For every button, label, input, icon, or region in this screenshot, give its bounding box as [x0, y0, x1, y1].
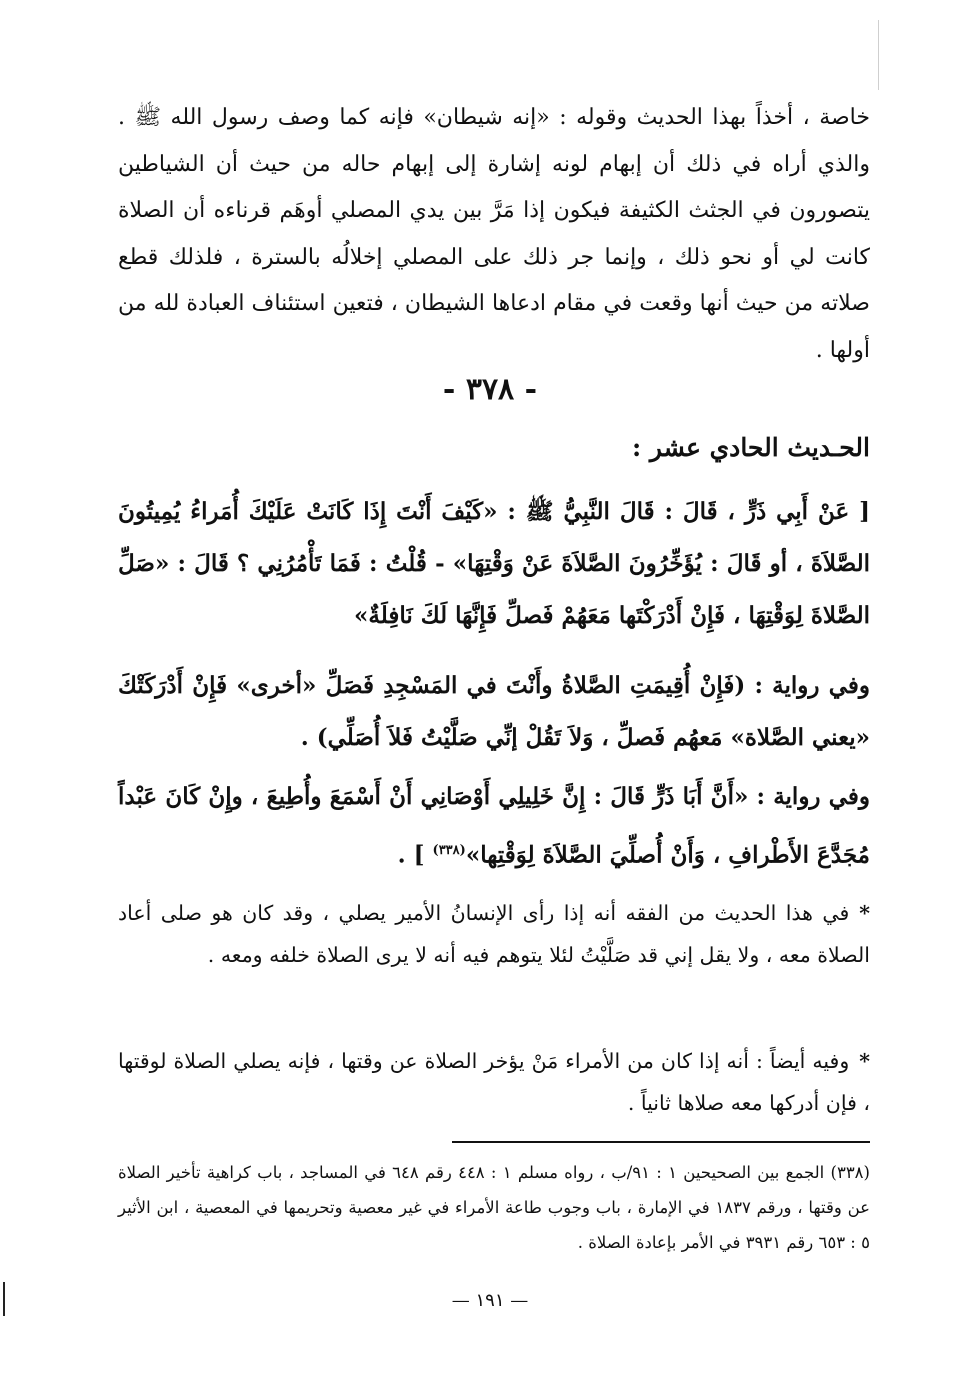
- footnote-divider: [452, 1141, 870, 1143]
- fiqh-note-1: [118, 892, 870, 976]
- scan-speck: [878, 20, 879, 90]
- riwaya-2-text: وفي رواية : «أَنَّ أَبَا ذَرٍّ قَالَ : إِنَّ خَلِيلِي أَوْصَانِي أَنْ أَسْمَعَ وأُطِيعَ ، وإِنْ كَانَ عَبْداً مُجَدَّعَ الأَطْرافِ ، وَأَنْ أُصلِّيَ الصَّلاَةَ لِوَقْتِها»: [118, 783, 870, 869]
- intro-paragraph: خاصة ، أخذاً بهذا الحديث وقوله : «إنه شيطان» فإنه كما وصف رسول الله ﷺ . والذي أراه في ذلك أن إبهام لونه إشارة إلى إبهام حاله من حيث أن الشياطين يتصورون في الجثث الكثيفة فيكون إذا مَرَّ بين يدي المصلي أوهَم قرناءه أن الصلاة كانت لي أو نحو ذلك ، وإنما جر ذلك على المصلي إخلالُه بالسترة ، فلذلك قطع صلاته من حيث أنها وقعت في مقام ادعاها الشيطان ، فتعين استئناف العبادة لله من أولها .: [118, 105, 870, 363]
- hadith-title: الحـديث الحادي عشر :: [631, 433, 870, 462]
- fiqh-note-1-text: في هذا الحديث من الفقه أنه إذا رأى الإنسانُ الأمير يصلي ، وقد كان هو صلى أعاد الصلاة معه ، ولا يقل إني قد صَلَّيْتُ لئلا يتوهم فيه أنه لا يرى الصلاة خلفه ومعه .: [118, 901, 870, 967]
- note-star-marker: *: [859, 1049, 870, 1073]
- note-star-marker: *: [859, 901, 870, 925]
- footnote-reference: (٣٣٨): [432, 843, 466, 858]
- riwaya-2: [118, 770, 870, 883]
- page-number: — ١٩١ —: [451, 1290, 529, 1311]
- fiqh-note-2: [118, 1040, 870, 1124]
- riwaya-2-closing: ] .: [397, 841, 433, 869]
- fiqh-note-2-text: وفيه أيضاً : أنه إذا كان من الأمراء مَنْ يؤخر الصلاة عن وقتها ، فإنه يصلي الصلاة لوقتها ، فإن أدركها معه صلاها ثانياً .: [118, 1049, 870, 1115]
- footnote: (٣٣٨) الجمع بين الصحيحين ١ : ٩١/ب ، رواه مسلم ١ : ٤٤٨ رقم ٦٤٨ في المساجد ، باب كراهية تأخير الصلاة عن وقتها ، ورقم ١٨٣٧ في الإمارة ، باب وجوب طاعة الأمراء في غير معصية وتحريمها في المعصية ، ابن الأثير ٥ : ٦٥٣ رقم ٣٩٣١ في الأمر بإعادة الصلاة .: [118, 1163, 871, 1252]
- riwaya-1: وفي رواية : (فَإِنْ أُقِيمَتِ الصَّلاةُ وأَنْتَ في المَسْجِدِ فَصَلِّ «أخرى» فَإِنْ أَدْرَكَتْكَ «يعني الصَّلاة» مَعهُم فَصلِّ ، وَلاَ تَقُلْ إنِّي صَلَّيْتُ فَلاَ أُصَلِّي) .: [118, 672, 870, 751]
- section-number: - ٣٧٨ -: [442, 372, 538, 407]
- hadith-text: [ عَنْ أَبِي ذَرٍّ ، قَالَ : قَالَ النَّبِيُّ ﷺ : «كَيْفَ أَنْتَ إِذَا كَانَتْ عَلَيْكَ أُمَراءُ يُمِيتُونَ الصَّلاَةَ ، أو قَالَ : يُؤَخِّرُونَ الصَّلاَةَ عَنْ وَقْتِهَا» - قُلْتُ : فَمَا تَأْمُرُنِي ؟ قَالَ : «صَلِّ الصَّلاةَ لِوَقْتِهَا ، فَإِنْ أَدْرَكْتَها مَعَهُمْ فَصلِّ فَإِنَّهَا لَكَ نَافِلَةٌ»: [118, 498, 870, 629]
